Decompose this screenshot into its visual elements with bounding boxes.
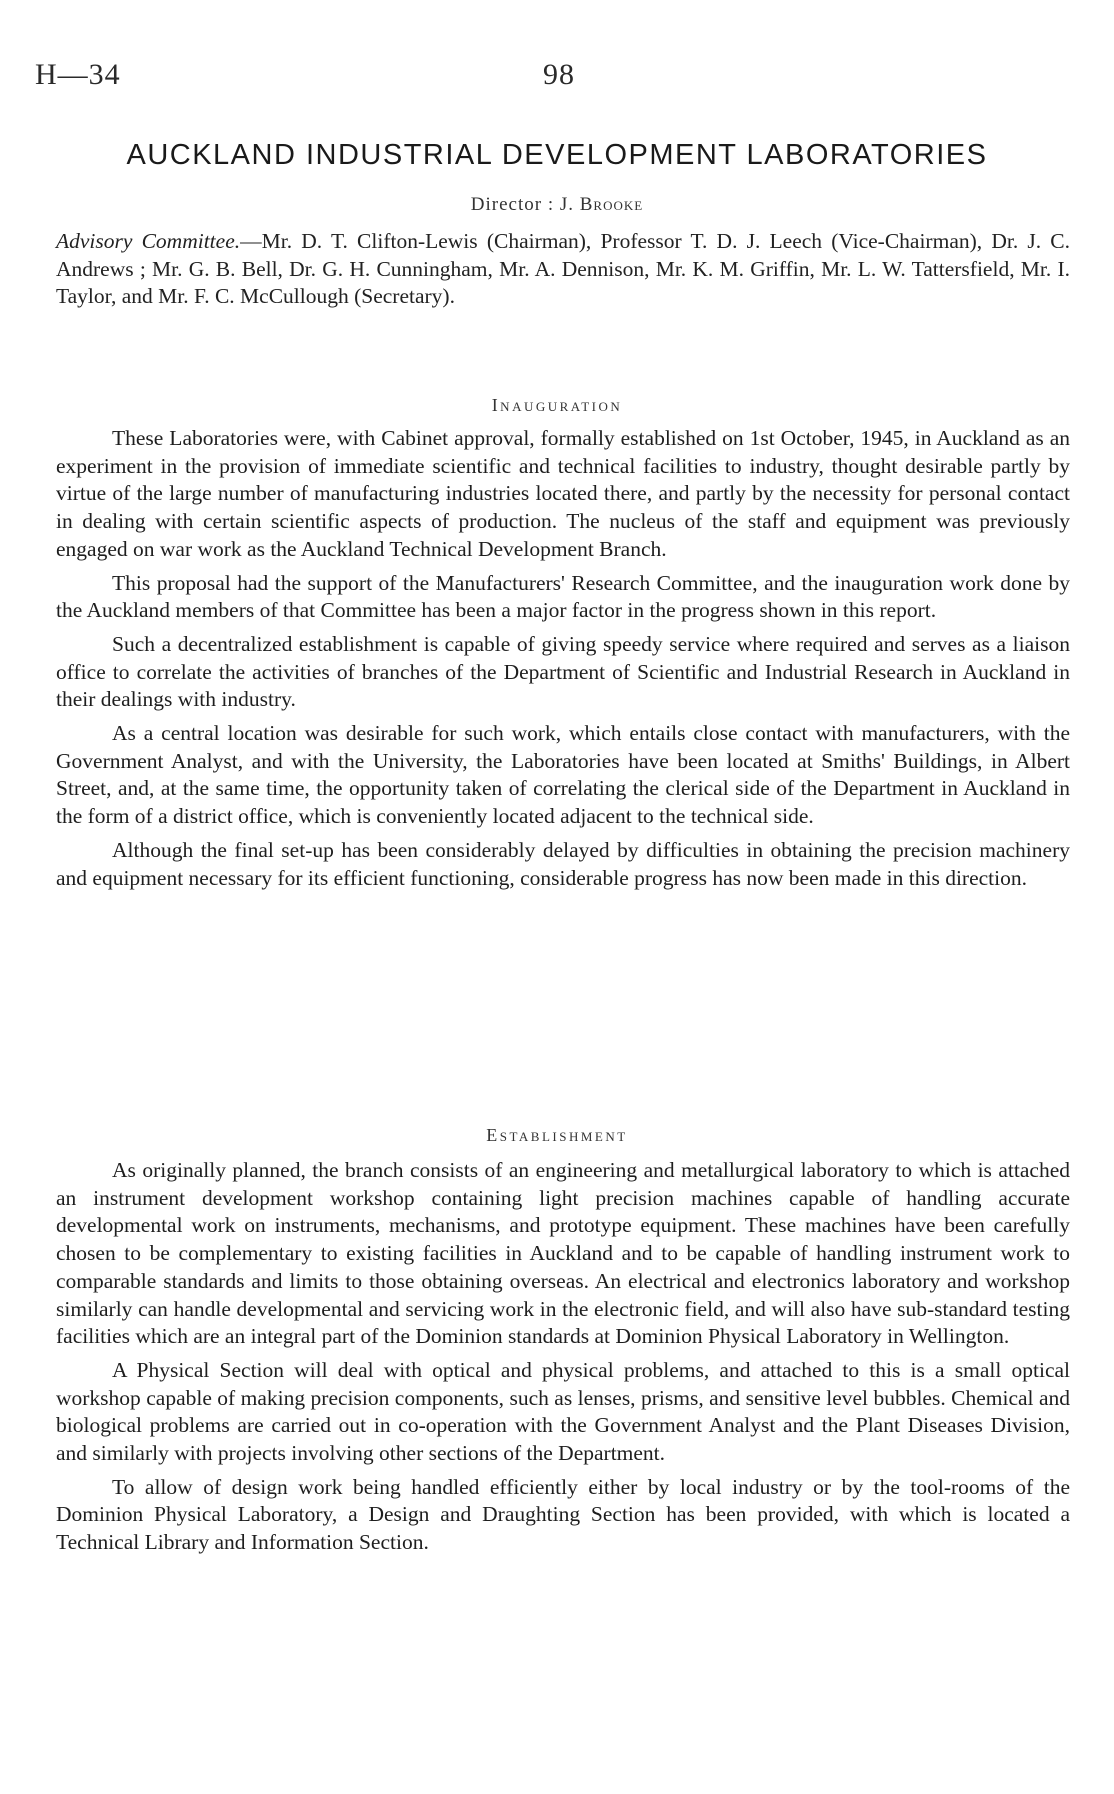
director-line xyxy=(0,194,1114,216)
inauguration-heading: Inauguration xyxy=(491,395,623,415)
paragraph: Although the final set-up has been considerably delayed by difficulties in obtaining the precision machinery and equipment necessary for its efficient functioning, considerable progress has now been made in this direction. xyxy=(56,837,1070,890)
paragraph: As a central location was desirable for such work, which entails close contact with manufacturers, with the Government Analyst, and with the University, the Laboratories have been located at Smiths' Buildings, in Albert Street, and, at the same time, the opportunity taken of correlating the clerical side of the Department in Auckland in the form of a district office, which is conveniently located adjacent to the technical side. xyxy=(56,721,1070,829)
paragraph: As originally planned, the branch consists of an engineering and metallurgical laboratory to which is attached an instrument development workshop containing light precision machines capable of handling accurate developmental work on instruments, mechanisms, and prototype equipment. These machines have been carefully chosen to be complementary to existing facilities in Auckland and to be capable of handling instrument work to comparable standards and limits to those obtaining overseas. An electrical and electronics laboratory and workshop similarly can handle developmental and servicing work in the electronic field, and will also have sub-standard testing facilities which are an integral part of the Dominion standards at Dominion Physical Laboratory in Wellington. xyxy=(56,1158,1070,1349)
paragraph: A Physical Section will deal with optical and physical problems, and attached to this is a small optical workshop capable of making precision components, such as lenses, prisms, and sensitive level bubbles. Chemical and biological problems are carried out in co-operation with the Government Analyst and the Plant Diseases Division, and similarly with projects involving other sections of the Department. xyxy=(56,1357,1070,1466)
paragraph: Such a decentralized establishment is capable of giving speedy service where required and serves as a liaison office to correlate the activities of branches of the Department of Scientific and Industrial Research in Auckland in their dealings with industry. xyxy=(56,631,1070,712)
inauguration-section xyxy=(56,425,1070,898)
establishment-section xyxy=(56,1157,1070,1563)
paragraph: To allow of design work being handled efficiently either by local industry or by the tool-rooms of the Dominion Physical Laboratory, a Design and Draughting Section has been provided, with which is located a Technical Library and Information Section. xyxy=(56,1474,1070,1555)
advisory-committee xyxy=(56,228,1070,311)
page-number: 98 xyxy=(543,58,575,91)
advisory-committee-label: Advisory Committee. xyxy=(56,229,241,253)
director-name: J. Brooke xyxy=(559,194,644,215)
report-reference: H—34 xyxy=(35,58,121,91)
page-title: AUCKLAND INDUSTRIAL DEVELOPMENT LABORATORIES xyxy=(126,139,988,171)
advisory-committee-members: —Mr. D. T. Clifton-Lewis (Chairman), Professor T. D. J. Leech (Vice-Chairman), Dr. J. C. Andrews ; Mr. G. B. Bell, Dr. G. H. Cunningham, Mr. A. Dennison, Mr. K. M. Griffin, Mr. L. W. Tattersfield, Mr. I. Taylor, and Mr. F. C. McCullough (Secretary). xyxy=(56,229,1070,308)
director-label: Director : xyxy=(470,194,555,215)
establishment-heading: Establishment xyxy=(486,1125,628,1145)
paragraph: This proposal had the support of the Manufacturers' Research Committee, and the inauguration work done by the Auckland members of that Committee has been a major factor in the progress shown in this report. xyxy=(56,570,1070,623)
paragraph: These Laboratories were, with Cabinet approval, formally established on 1st October, 1945, in Auckland as an experiment in the provision of immediate scientific and technical facilities to industry, thought desirable partly by virtue of the large number of manufacturing industries located there, and partly by the necessity for personal contact in dealing with certain scientific aspects of production. The nucleus of the staff and equipment was previously engaged on war work as the Auckland Technical Development Branch. xyxy=(56,426,1070,561)
